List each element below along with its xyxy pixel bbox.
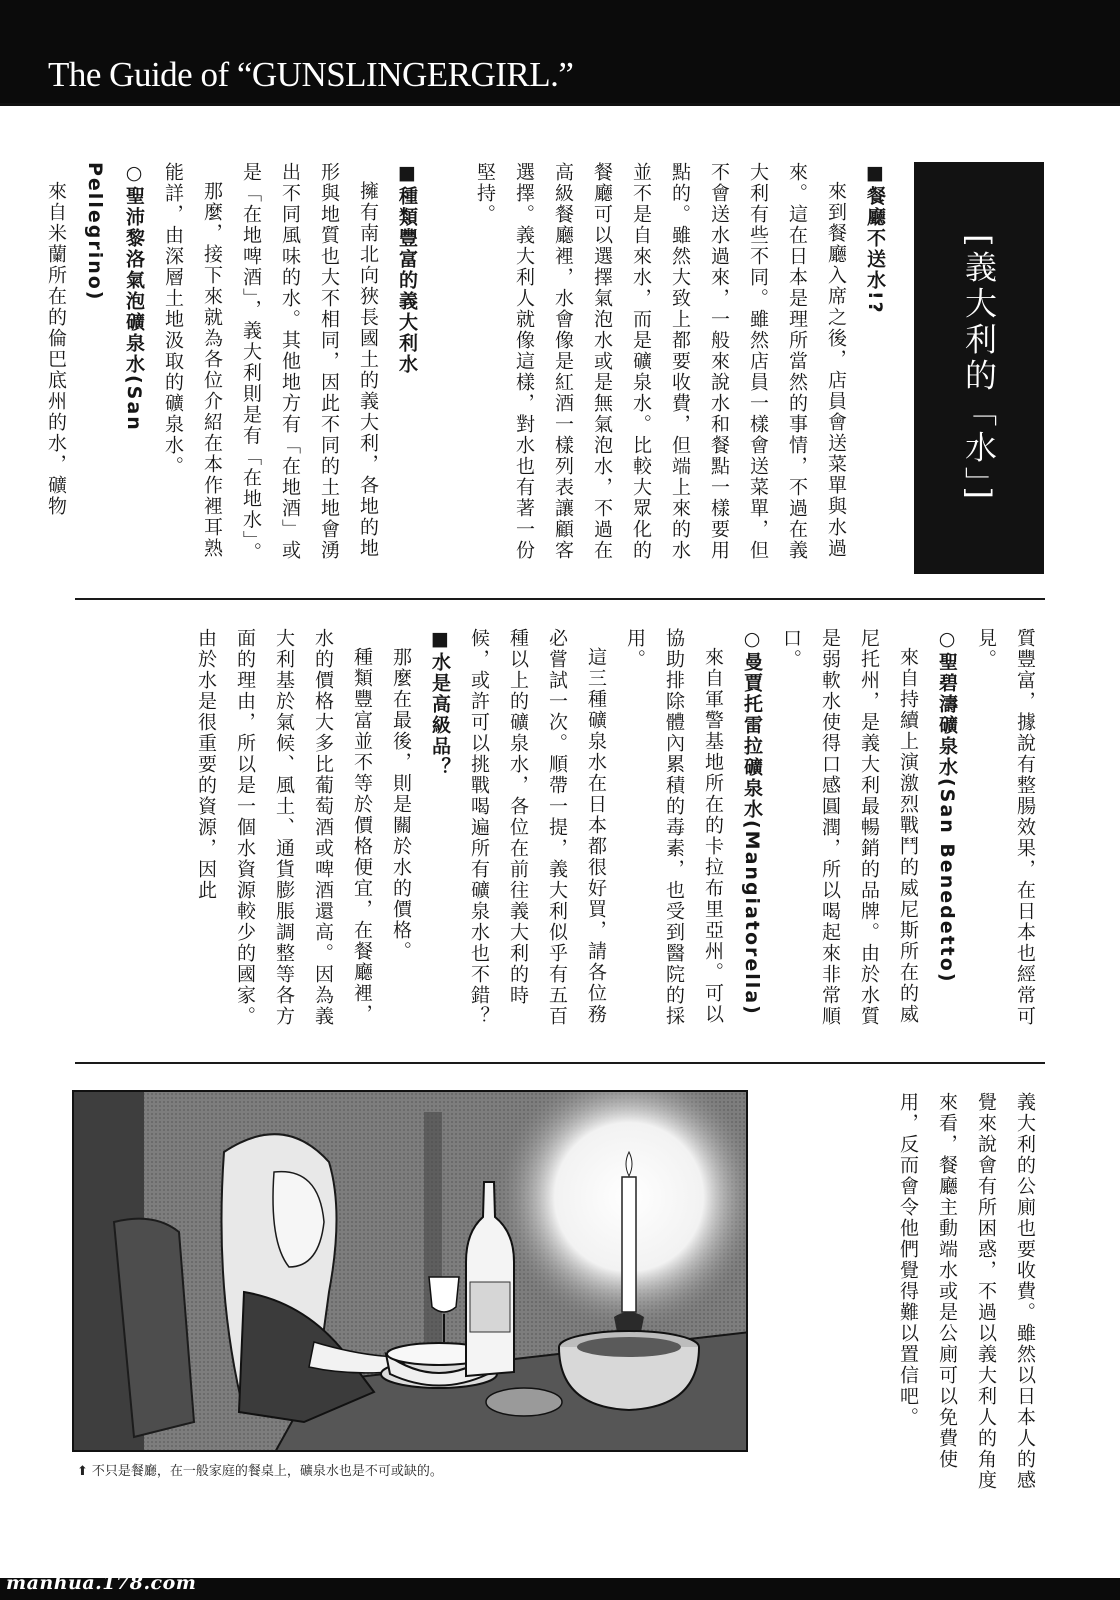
item-san-benedetto-text: 來自持續上演激烈戰鬥的威尼斯所在的威尼托州，是義大利最暢銷的品牌。由於水質是弱軟水使得口感圓潤，所以喝起來非常順口。 [780, 628, 919, 1027]
paragraph-intro-waters: 那麼，接下來就為各位介紹在本作裡耳熟能詳，由深層土地汲取的礦泉水。 [162, 162, 223, 559]
header-title: The Guide of “GUNSLINGERGIRL.” [48, 55, 574, 94]
section-title: [義大利的「水」] [960, 233, 998, 503]
item-san-pellegrino-cont: 質豐富，據說有整腸效果，在日本也經常可見。 [975, 628, 1036, 1027]
paragraph-water-price: 那麼在最後，則是關於水的價格。 [390, 647, 412, 962]
heading-variety: ■種類豐富的義大利水 [396, 162, 418, 375]
divider-upper [75, 598, 1045, 600]
illustration-dinner-scene [72, 1090, 748, 1452]
caption-text: 不只是餐廳，在一般家庭的餐桌上，礦泉水也是不可或缺的。 [91, 1464, 443, 1479]
item-san-pellegrino-text: 來自米蘭所在的倫巴底州的水，礦物 [45, 181, 67, 517]
paragraph-variety: 擁有南北向狹長國土的義大利，各地的地形與地質也大不相同，因此不同的土地會湧出不同風味的水。其他地方有「在地酒」或是「在地啤酒」，義大利則是有「在地水」。 [240, 162, 379, 563]
middle-text-block [78, 628, 1044, 1040]
upper-text-block [45, 162, 894, 574]
divider-lower [75, 1062, 1045, 1064]
heading-water-luxury: ■水是高級品？ [429, 628, 451, 778]
section-title-box [914, 162, 1044, 574]
illustration-caption [77, 1460, 443, 1479]
illustration-drawing [74, 1092, 748, 1452]
lower-text-block [880, 1092, 1044, 1504]
arrow-up-icon: ⬆ [77, 1464, 88, 1479]
item-mangiatorella-text: 來自軍警基地所在的卡拉布里亞州。可以協助排除體內累積的毒素，也受到醫院的採用。 [624, 628, 724, 1027]
item-san-benedetto-title: ○聖碧濤礦泉水(San Benedetto) [936, 628, 958, 984]
watermark-logo: manhua.178.com [6, 1572, 197, 1594]
paragraph-water-expensive: 種類豐富並不等於價格便宜，在餐廳裡，水的價格大多比葡萄酒或啤酒還高。因為義大利基於氣候、風土、通貨膨脹調整等各方面的理由，所以是一個水資源較少的國家。由於水是很重要的資源，因此 [195, 628, 373, 1027]
paragraph-three-waters: 這三種礦泉水在日本都很好買，請各位務必嘗試一次。順帶一提，義大利似乎有五百種以上的礦泉水，各位在前往義大利的時候，或許可以挑戰喝遍所有礦泉水也不錯？ [468, 628, 607, 1027]
spacer [426, 162, 465, 574]
header-bar [0, 0, 1120, 103]
header-rule [0, 103, 1120, 106]
paragraph-restaurant-water: 來到餐廳入席之後，店員會送菜單與水過來。這在日本是理所當然的事情，不過在義大利有些不同。雖然店員一樣會送菜單，但不會送水過來，一般來說水和餐點一樣要用點的。雖然大致上都要收費，但端上來的水並不是自來水，而是礦泉水。比較大眾化的餐廳可以選擇氣泡水或是無氣泡水，不過在高級餐廳裡，水會像是紅酒一樣列表讓顧客選擇。義大利人就像這樣，對水也有著一份堅持。 [474, 162, 847, 561]
paragraph-public-toilet: 義大利的公廁也要收費。雖然以日本人的感覺來說會有所困惑，不過以義大利人的角度來看，餐廳主動端水或是公廁可以免費使用，反而會令他們覺得難以置信吧。 [897, 1092, 1036, 1491]
item-san-pellegrino-title: ○聖沛黎洛氣泡礦泉水(San Pellegrino) [84, 162, 145, 432]
item-mangiatorella-title: ○曼賈托雷拉礦泉水(Mangiatorella) [741, 628, 763, 1016]
heading-no-water: ■餐廳不送水!? [864, 162, 886, 315]
